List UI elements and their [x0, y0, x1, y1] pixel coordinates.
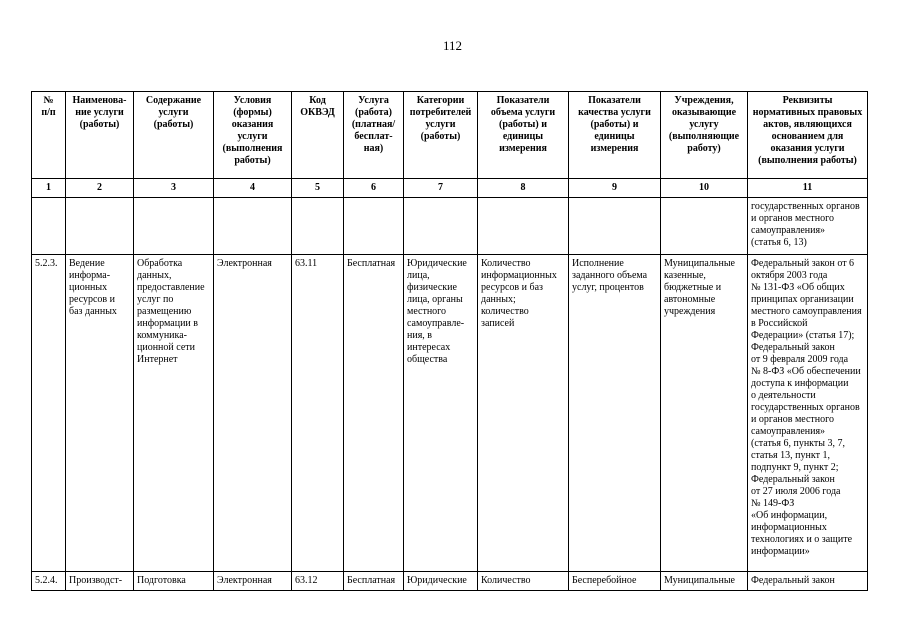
col-number: 10 [661, 179, 748, 198]
col-header-acts: Реквизиты нормативных правовых актов, являющихся основанием для оказания услуги (выполнения работы) [748, 92, 868, 179]
col-number: 7 [404, 179, 478, 198]
col-header-institutions: Учреждения, оказывающие услугу (выполняющие работу) [661, 92, 748, 179]
paid-cell: Бесплатная [344, 255, 404, 572]
service-content-cell: Обработка данных, предоставление услуг по размещению информации в коммуника- ционной сети Интернет [134, 255, 214, 572]
col-header-conditions: Условия (формы) оказания услуги (выполнения работы) [214, 92, 292, 179]
conditions-cell: Электронная [214, 255, 292, 572]
table-row [32, 255, 868, 572]
continuation-row [32, 198, 868, 255]
row-number-cell: 5.2.4. [32, 572, 66, 591]
col-header-okved: Код ОКВЭД [292, 92, 344, 179]
page-number: 112 [442, 38, 463, 53]
col-number: 9 [569, 179, 661, 198]
empty-cell [344, 198, 404, 255]
col-number: 8 [478, 179, 569, 198]
col-header-paid: Услуга (работа) (платная/ бесплат- ная) [344, 92, 404, 179]
quality-cell: Бесперебойное [569, 572, 661, 591]
col-header-volume: Показатели объема услуги (работы) и единицы измерения [478, 92, 569, 179]
okved-cell: 63.12 [292, 572, 344, 591]
service-name-cell: Производст- [66, 572, 134, 591]
continuation-acts-cell: государственных органов и органов местного самоуправления» (статья 6, 13) [748, 198, 868, 255]
empty-cell [478, 198, 569, 255]
col-number: 5 [292, 179, 344, 198]
institutions-cell: Муниципальные [661, 572, 748, 591]
col-number: 3 [134, 179, 214, 198]
empty-cell [661, 198, 748, 255]
col-number: 4 [214, 179, 292, 198]
legal-acts-cell: Федеральный закон от 6 октября 2003 года № 131-ФЗ «Об общих принципах организации местного самоуправления в Российской Федерации» (статья 17); Федеральный закон от 9 февраля 2009 года № 8-ФЗ «Об обеспечении доступа к информации о деятельности государственных органов и органов местного самоуправления» (статья 6, пункты 3, 7, статья 13, пункт 1, подпункт 9, пункт 2; Федеральный закон от 27 июля 2006 года № 149-ФЗ «Об информации, информационных технологиях и о защите информации» [748, 255, 868, 572]
col-header-number: № п/п [32, 92, 66, 179]
column-number-row [32, 179, 868, 198]
quality-cell: Исполнение заданного объема услуг, процентов [569, 255, 661, 572]
col-header-name: Наименова- ние услуги (работы) [66, 92, 134, 179]
services-table [31, 91, 868, 591]
conditions-cell: Электронная [214, 572, 292, 591]
institutions-cell: Муниципальные казенные, бюджетные и автономные учреждения [661, 255, 748, 572]
row-number-cell: 5.2.3. [32, 255, 66, 572]
volume-cell: Количество информационных ресурсов и баз данных; количество записей [478, 255, 569, 572]
col-header-content: Содержание услуги (работы) [134, 92, 214, 179]
okved-cell: 63.11 [292, 255, 344, 572]
col-number: 6 [344, 179, 404, 198]
paid-cell: Бесплатная [344, 572, 404, 591]
empty-cell [292, 198, 344, 255]
header-row [32, 92, 868, 179]
col-header-quality: Показатели качества услуги (работы) и единицы измерения [569, 92, 661, 179]
service-name-cell: Ведение информа- ционных ресурсов и баз данных [66, 255, 134, 572]
empty-cell [134, 198, 214, 255]
col-number: 11 [748, 179, 868, 198]
volume-cell: Количество [478, 572, 569, 591]
empty-cell [66, 198, 134, 255]
service-content-cell: Подготовка [134, 572, 214, 591]
consumers-cell: Юридические [404, 572, 478, 591]
legal-acts-cell: Федеральный закон [748, 572, 868, 591]
col-number: 1 [32, 179, 66, 198]
table-row [32, 572, 868, 591]
empty-cell [404, 198, 478, 255]
col-header-consumers: Категории потребителей услуги (работы) [404, 92, 478, 179]
empty-cell [32, 198, 66, 255]
col-number: 2 [66, 179, 134, 198]
consumers-cell: Юридические лица, физические лица, органы местного самоуправле- ния, в интересах общества [404, 255, 478, 572]
empty-cell [569, 198, 661, 255]
empty-cell [214, 198, 292, 255]
